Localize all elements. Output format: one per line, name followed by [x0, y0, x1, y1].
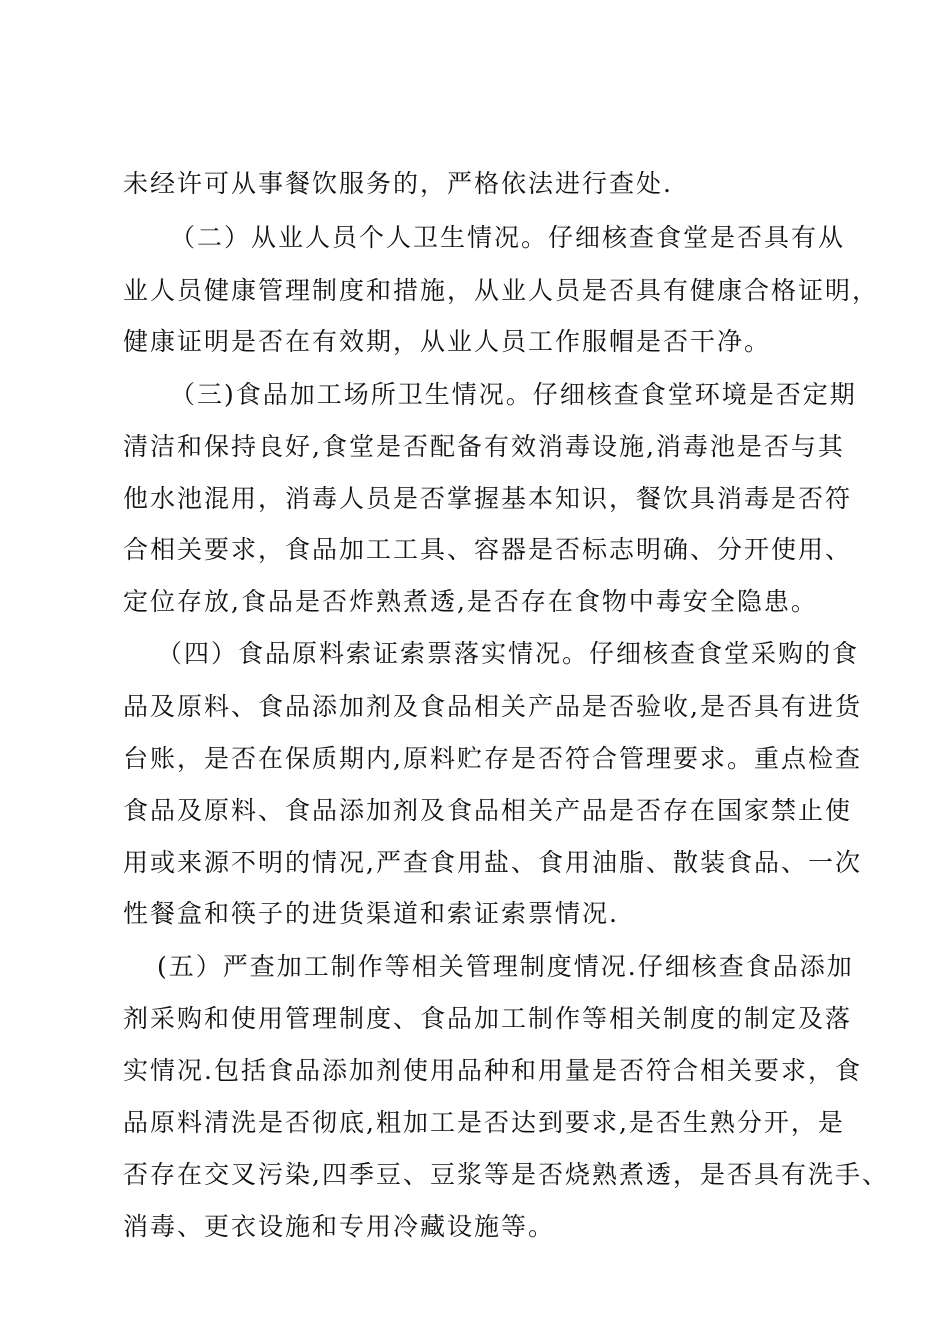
section-5-heading-line: (五）严查加工制作等相关管理制度情况.仔细核查食品添加: [157, 952, 854, 981]
text-line: 否存在交叉污染,四季豆、豆浆等是否烧熟煮透，是否具有洗手、: [123, 1160, 889, 1189]
text-line: 业人员健康管理制度和措施，从业人员是否具有健康合格证明，: [123, 276, 880, 305]
text-line: 用或来源不明的情况,严查食用盐、食用油脂、散装食品、一次: [123, 848, 862, 877]
text-line: 健康证明是否在有效期，从业人员工作服帽是否干净。: [123, 327, 772, 356]
text-line: 剂采购和使用管理制度、食品加工制作等相关制度的制定及落: [123, 1004, 853, 1033]
section-2-heading-line: （二）从业人员个人卫生情况。仔细核查食堂是否具有从: [170, 223, 846, 252]
text-line: 消毒、更衣设施和专用冷藏设施等。: [123, 1212, 556, 1241]
text-line: 台账，是否在保质期内,原料贮存是否符合管理要求。重点检查: [123, 744, 862, 773]
text-line: 品原料清洗是否彻底,粗加工是否达到要求,是否生熟分开，是: [123, 1108, 845, 1137]
text-line: 清洁和保持良好,食堂是否配备有效消毒设施,消毒池是否与其: [123, 432, 845, 461]
text-line: 未经许可从事餐饮服务的，严格依法进行查处.: [123, 169, 673, 198]
text-line: 合相关要求，食品加工工具、容器是否标志明确、分开使用、: [123, 535, 853, 564]
text-line: 定位存放,食品是否炸熟煮透,是否存在食物中毒安全隐患。: [123, 587, 818, 616]
text-line: 他水池混用，消毒人员是否掌握基本知识，餐饮具消毒是否符: [123, 484, 853, 513]
text-line: 性餐盒和筷子的进货渠道和索证索票情况.: [123, 899, 619, 928]
section-4-heading-line: （四）食品原料索证索票落实情况。仔细核查食堂采购的食: [157, 639, 860, 668]
section-3-heading-line: （三)食品加工场所卫生情况。仔细核查食堂环境是否定期: [170, 380, 857, 409]
text-line: 品及原料、食品添加剂及食品相关产品是否验收,是否具有进货: [123, 692, 862, 721]
text-line: 食品及原料、食品添加剂及食品相关产品是否存在国家禁止使: [123, 796, 853, 825]
text-line: 实情况.包括食品添加剂使用品种和用量是否符合相关要求，食: [123, 1056, 862, 1085]
